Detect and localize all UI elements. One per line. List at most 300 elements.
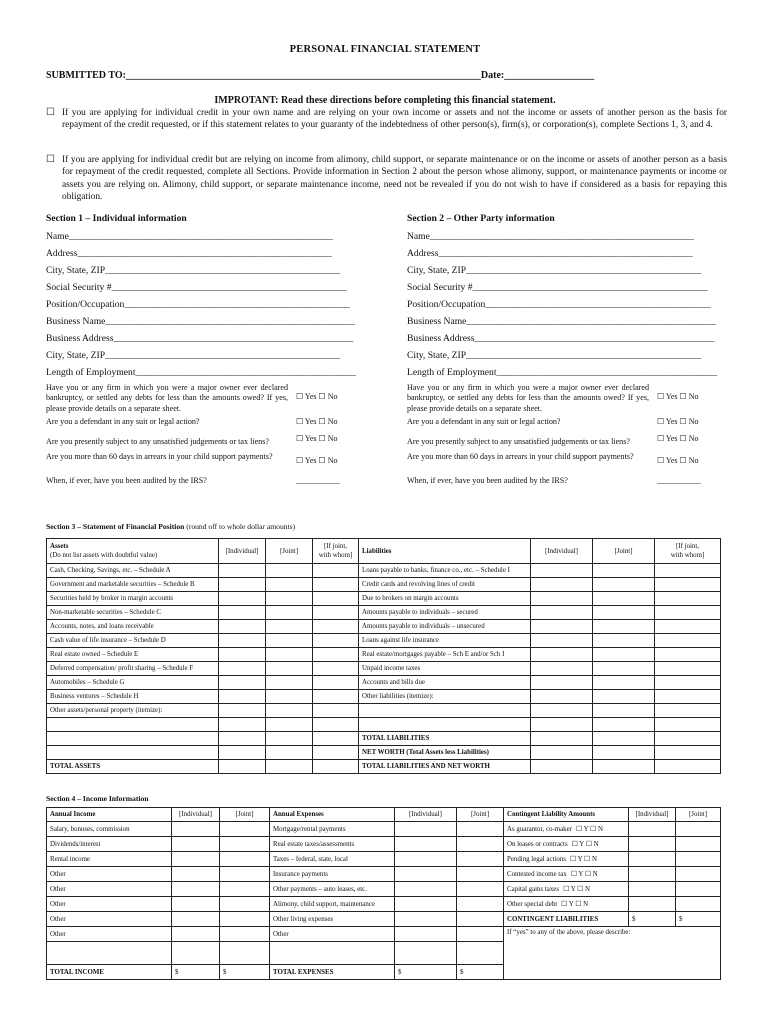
expense-amount-cell[interactable] — [457, 942, 504, 965]
liability-amount-cell[interactable] — [593, 648, 655, 662]
col-individual: [Individual] — [629, 808, 676, 822]
asset-label: Automobiles – Schedule G — [47, 676, 219, 690]
section2-field-line[interactable]: Business Name____________________________________________________ — [407, 316, 716, 327]
asset-amount-cell[interactable] — [313, 760, 359, 774]
total-income-cell[interactable]: $ — [220, 965, 270, 980]
income-label: Salary, bonuses, commission — [47, 822, 172, 837]
section1-answer-checkbox[interactable]: ☐ Yes ☐ No — [296, 392, 338, 401]
expense-amount-cell[interactable] — [457, 882, 504, 897]
section2-question: Are you presently subject to any unsatisfied judgements or tax liens? — [407, 437, 630, 446]
asset-amount-cell[interactable] — [219, 578, 266, 592]
yes-no-checkbox[interactable]: ☐ Y ☐ N — [575, 826, 603, 833]
income-amount-cell[interactable] — [220, 822, 270, 837]
liability-amount-cell[interactable] — [593, 578, 655, 592]
asset-amount-cell[interactable] — [266, 578, 313, 592]
expense-amount-cell[interactable] — [457, 927, 504, 942]
liability-label: Loans against life insurance — [359, 634, 531, 648]
income-label: Other — [47, 912, 172, 927]
contingent-amount-cell[interactable] — [629, 882, 676, 897]
income-label: Rental income — [47, 852, 172, 867]
expense-amount-cell[interactable] — [395, 882, 457, 897]
assets-header-cell — [47, 539, 219, 564]
submitted-to-line[interactable]: SUBMITTED TO:_______________________________________________________________________Date:__________________ — [46, 70, 595, 81]
income-amount-cell[interactable] — [220, 867, 270, 882]
liability-amount-cell[interactable] — [655, 718, 721, 732]
contingent-name: Capital gains taxes — [507, 886, 560, 893]
yes-no-checkbox[interactable]: ☐ Y ☐ N — [570, 871, 598, 878]
assets-header: Assets — [50, 543, 69, 550]
asset-label: Real estate owned – Schedule E — [47, 648, 219, 662]
income-label — [47, 942, 172, 965]
liability-amount-cell[interactable] — [655, 676, 721, 690]
expense-amount-cell[interactable] — [395, 897, 457, 912]
section2-field-line[interactable]: City, State, ZIP_________________________________________________ — [407, 350, 702, 361]
liability-amount-cell[interactable] — [531, 676, 593, 690]
liability-amount-cell[interactable] — [593, 732, 655, 746]
col-joint: [Joint] — [266, 539, 313, 564]
liability-label: NET WORTH (Total Assets less Liabilities) — [359, 746, 531, 760]
section2-question: When, if ever, have you been audited by the IRS? — [407, 476, 568, 485]
expense-amount-cell[interactable] — [395, 822, 457, 837]
section2-field-line[interactable]: Position/Occupation_______________________________________________ — [407, 299, 711, 310]
liability-amount-cell[interactable] — [655, 690, 721, 704]
col-if-joint-2: with whom] — [670, 552, 705, 559]
contingent-amount-cell[interactable] — [676, 822, 721, 837]
contingent-amount-cell[interactable] — [629, 837, 676, 852]
section2-answer-checkbox[interactable]: ☐ Yes ☐ No — [657, 434, 699, 443]
liability-amount-cell[interactable] — [655, 592, 721, 606]
section1-answer-checkbox[interactable]: ☐ Yes ☐ No — [296, 434, 338, 443]
expense-amount-cell[interactable] — [395, 852, 457, 867]
table-row — [47, 718, 721, 732]
expense-amount-cell[interactable] — [457, 852, 504, 867]
income-amount-cell[interactable] — [172, 912, 220, 927]
income-amount-cell[interactable] — [172, 897, 220, 912]
table-row — [47, 852, 721, 867]
expense-amount-cell[interactable] — [457, 897, 504, 912]
liability-label: TOTAL LIABILITIES — [359, 732, 531, 746]
table-row — [47, 606, 721, 620]
asset-label: Non-marketable securities – Schedule C — [47, 606, 219, 620]
table-row — [47, 592, 721, 606]
asset-amount-cell[interactable] — [313, 648, 359, 662]
yes-no-checkbox[interactable]: ☐ Y ☐ N — [569, 856, 597, 863]
assets-header-note: (Do not list assets with doubtful value) — [50, 552, 158, 559]
asset-label: Business ventures – Schedule H — [47, 690, 219, 704]
section2-field-line[interactable]: Social Security #_________________________________________________ — [407, 282, 708, 293]
expense-label: Real estate taxes/assessments — [270, 837, 395, 852]
asset-amount-cell[interactable] — [313, 564, 359, 578]
liability-amount-cell[interactable] — [655, 746, 721, 760]
financial-position-table — [46, 538, 721, 774]
total-expenses-cell[interactable]: $ — [395, 965, 457, 980]
section2-title: Section 2 – Other Party information — [407, 213, 555, 224]
liability-amount-cell[interactable] — [593, 606, 655, 620]
expense-label: Other — [270, 927, 395, 942]
income-label: Other — [47, 882, 172, 897]
section2-answer-checkbox[interactable]: ☐ Yes ☐ No — [657, 392, 699, 401]
asset-amount-cell[interactable] — [313, 704, 359, 718]
yes-no-checkbox[interactable]: ☐ Y ☐ N — [571, 841, 599, 848]
section1-title: Section 1 – Individual information — [46, 213, 187, 224]
asset-amount-cell[interactable] — [266, 564, 313, 578]
asset-amount-cell[interactable] — [219, 592, 266, 606]
section1-field-line[interactable]: Length of Employment______________________________________________ — [46, 367, 356, 378]
income-amount-cell[interactable] — [220, 897, 270, 912]
expense-amount-cell[interactable] — [457, 867, 504, 882]
col-individual: [Individual] — [531, 539, 593, 564]
asset-amount-cell[interactable] — [266, 732, 313, 746]
asset-amount-cell[interactable] — [219, 746, 266, 760]
liability-label — [359, 718, 531, 732]
liability-amount-cell[interactable] — [655, 704, 721, 718]
asset-amount-cell[interactable] — [219, 634, 266, 648]
table-row — [47, 912, 721, 927]
asset-amount-cell[interactable] — [266, 704, 313, 718]
section1-field-line[interactable]: Name_______________________________________________________ — [46, 231, 333, 242]
col-individual: [Individual] — [172, 808, 220, 822]
liability-label: Accounts and bills due — [359, 676, 531, 690]
liability-amount-cell[interactable] — [531, 578, 593, 592]
liability-amount-cell[interactable] — [593, 690, 655, 704]
asset-label — [47, 732, 219, 746]
col-if-joint-2: with whom] — [318, 552, 353, 559]
expense-amount-cell[interactable] — [395, 912, 457, 927]
section2-answer-checkbox[interactable]: ☐ Yes ☐ No — [657, 456, 699, 465]
contingent-total-label: CONTINGENT LIABILITIES — [504, 912, 629, 927]
contingent-amount-cell[interactable] — [629, 852, 676, 867]
income-amount-cell[interactable] — [220, 852, 270, 867]
section1-answer-checkbox[interactable]: ☐ Yes ☐ No — [296, 417, 338, 426]
liability-amount-cell[interactable] — [593, 704, 655, 718]
section2-field-line[interactable]: Name_______________________________________________________ — [407, 231, 694, 242]
liability-amount-cell[interactable] — [531, 606, 593, 620]
table-row — [47, 648, 721, 662]
liability-label: Unpaid income taxes — [359, 662, 531, 676]
contingent-name: Other special debt — [507, 901, 558, 908]
expense-label: Alimony, child support, maintenance — [270, 897, 395, 912]
direction-text-1: If you are applying for individual credit in your own name and are relying on your own income or assets and not the income or assets of another person as the basis for repayment of the credit requested, or if this statement relates to your guaranty of the indebtedness of other person(s), firm(s), or corporation(s), complete Sections 1, 3, and 4. — [62, 108, 727, 131]
expense-amount-cell[interactable] — [457, 822, 504, 837]
asset-amount-cell[interactable] — [266, 718, 313, 732]
table-row — [47, 732, 721, 746]
liability-amount-cell[interactable] — [593, 620, 655, 634]
section2-field-line[interactable]: City, State, ZIP_________________________________________________ — [407, 265, 702, 276]
section2-field-line[interactable]: Address_____________________________________________________ — [407, 248, 693, 259]
col-if-joint-1: [If joint, — [676, 543, 699, 550]
asset-label: Accounts, notes, and loans receivable — [47, 620, 219, 634]
contingent-amount-cell[interactable] — [676, 882, 721, 897]
liability-amount-cell[interactable] — [655, 606, 721, 620]
asset-label: TOTAL ASSETS — [47, 760, 219, 774]
col-if-joint-1: [If joint, — [324, 543, 347, 550]
asset-label: Government and marketable securities – Schedule B — [47, 578, 219, 592]
liability-amount-cell[interactable] — [593, 592, 655, 606]
contingent-label — [504, 852, 629, 867]
describe-label: If “yes” to any of the above, please describe: — [507, 929, 631, 936]
table-row — [47, 690, 721, 704]
table-row — [47, 662, 721, 676]
table-row — [47, 837, 721, 852]
expense-amount-cell[interactable] — [457, 912, 504, 927]
liability-amount-cell[interactable] — [655, 732, 721, 746]
asset-amount-cell[interactable] — [313, 746, 359, 760]
contingent-amount-cell[interactable] — [629, 897, 676, 912]
expense-amount-cell[interactable] — [457, 837, 504, 852]
income-amount-cell[interactable] — [172, 942, 220, 965]
asset-label: Deferred compensation/ profit sharing – Schedule F — [47, 662, 219, 676]
section3-title — [46, 522, 295, 531]
col-joint: [Joint] — [676, 808, 721, 822]
liability-amount-cell[interactable] — [593, 760, 655, 774]
section2-question: Have you or any firm in which you were a major owner ever declared bankruptcy, or settled any debts for less than the amounts owed? If yes, please provide details on a separate sheet. — [407, 383, 649, 413]
total-expenses-cell[interactable]: $ — [457, 965, 504, 980]
section2-question: Are you more than 60 days in arrears in your child support payments? — [407, 452, 634, 461]
section2-answer-checkbox[interactable]: ☐ Yes ☐ No — [657, 417, 699, 426]
asset-amount-cell[interactable] — [266, 662, 313, 676]
income-label: Other — [47, 897, 172, 912]
asset-amount-cell[interactable] — [266, 592, 313, 606]
table-row — [47, 634, 721, 648]
section2-field-line[interactable]: Business Address__________________________________________________ — [407, 333, 715, 344]
section1-field-line[interactable]: Position/Occupation_______________________________________________ — [46, 299, 350, 310]
liability-amount-cell[interactable] — [593, 662, 655, 676]
asset-amount-cell[interactable] — [219, 732, 266, 746]
checkbox-icon[interactable]: ☐ — [46, 154, 55, 165]
liability-amount-cell[interactable] — [655, 634, 721, 648]
asset-amount-cell[interactable] — [219, 704, 266, 718]
section1-question: When, if ever, have you been audited by the IRS? — [46, 476, 207, 485]
liability-label: Other liabilities (itemize): — [359, 690, 531, 704]
section1-question: Are you more than 60 days in arrears in your child support payments? — [46, 452, 273, 461]
asset-amount-cell[interactable] — [266, 648, 313, 662]
asset-amount-cell[interactable] — [313, 690, 359, 704]
table-row — [47, 564, 721, 578]
liability-label: Amounts payable to individuals – unsecured — [359, 620, 531, 634]
asset-amount-cell[interactable] — [313, 578, 359, 592]
total-expenses-label: TOTAL EXPENSES — [270, 965, 395, 980]
section1-field-line[interactable]: Address_____________________________________________________ — [46, 248, 332, 259]
income-amount-cell[interactable] — [172, 837, 220, 852]
col-if-joint — [313, 539, 359, 564]
contingent-amount-cell[interactable] — [629, 867, 676, 882]
contingent-name: Pending legal actions — [507, 856, 566, 863]
section2-field-line[interactable]: Length of Employment______________________________________________ — [407, 367, 718, 378]
asset-amount-cell[interactable] — [219, 620, 266, 634]
asset-amount-cell[interactable] — [266, 634, 313, 648]
income-amount-cell[interactable] — [220, 927, 270, 942]
expense-amount-cell[interactable] — [395, 837, 457, 852]
asset-amount-cell[interactable] — [313, 592, 359, 606]
asset-label: Other assets/personal property (itemize): — [47, 704, 219, 718]
describe-area[interactable] — [504, 927, 721, 980]
asset-amount-cell[interactable] — [266, 760, 313, 774]
section1-answer-checkbox[interactable]: ___________ — [296, 476, 340, 485]
table-row — [47, 746, 721, 760]
contingent-total-cell[interactable]: $ — [629, 912, 676, 927]
liability-amount-cell[interactable] — [531, 620, 593, 634]
total-income-cell[interactable]: $ — [172, 965, 220, 980]
income-amount-cell[interactable] — [220, 837, 270, 852]
yes-no-checkbox[interactable]: ☐ Y ☐ N — [563, 886, 591, 893]
asset-amount-cell[interactable] — [313, 606, 359, 620]
table-row — [47, 882, 721, 897]
liability-amount-cell[interactable] — [531, 746, 593, 760]
asset-amount-cell[interactable] — [313, 620, 359, 634]
table-row — [47, 578, 721, 592]
asset-amount-cell[interactable] — [219, 718, 266, 732]
liability-label: Amounts payable to individuals – secured — [359, 606, 531, 620]
asset-amount-cell[interactable] — [266, 620, 313, 634]
income-amount-cell[interactable] — [172, 852, 220, 867]
checkbox-icon[interactable]: ☐ — [46, 107, 55, 118]
section1-question: Have you or any firm in which you were a major owner ever declared bankruptcy, or settled any debts for less than the amounts owed? If yes, please provide details on a separate sheet. — [46, 383, 288, 413]
liability-amount-cell[interactable] — [531, 592, 593, 606]
income-amount-cell[interactable] — [220, 912, 270, 927]
contingent-amount-cell[interactable] — [676, 897, 721, 912]
asset-amount-cell[interactable] — [313, 634, 359, 648]
col-contingent: Contingent Liability Amounts — [504, 808, 629, 822]
section3-note: (round off to whole dollar amounts) — [184, 522, 296, 531]
yes-no-checkbox[interactable]: ☐ Y ☐ N — [561, 901, 589, 908]
expense-label: Mortgage/rental payments — [270, 822, 395, 837]
contingent-name: Contested income tax — [507, 871, 567, 878]
table-row — [47, 676, 721, 690]
liability-amount-cell[interactable] — [531, 690, 593, 704]
expense-label: Insurance payments — [270, 867, 395, 882]
liability-amount-cell[interactable] — [531, 564, 593, 578]
table-row — [47, 822, 721, 837]
section1-question: Are you a defendant in any suit or legal action? — [46, 417, 200, 426]
liability-label: Credit cards and revolving lines of credit — [359, 578, 531, 592]
asset-amount-cell[interactable] — [219, 676, 266, 690]
income-label: Other — [47, 927, 172, 942]
liabilities-header: Liabilities — [359, 539, 531, 564]
section3-title-text: Section 3 – Statement of Financial Position — [46, 522, 185, 531]
asset-amount-cell[interactable] — [219, 606, 266, 620]
col-annual-expenses: Annual Expenses — [270, 808, 395, 822]
asset-amount-cell[interactable] — [219, 648, 266, 662]
asset-amount-cell[interactable] — [266, 676, 313, 690]
section4-title: Section 4 – Income Information — [46, 794, 149, 803]
asset-amount-cell[interactable] — [313, 676, 359, 690]
liability-amount-cell[interactable] — [655, 662, 721, 676]
liability-amount-cell[interactable] — [531, 718, 593, 732]
asset-amount-cell[interactable] — [313, 718, 359, 732]
income-amount-cell[interactable] — [220, 942, 270, 965]
liability-amount-cell[interactable] — [531, 648, 593, 662]
liability-amount-cell[interactable] — [531, 760, 593, 774]
liability-amount-cell[interactable] — [655, 648, 721, 662]
income-amount-cell[interactable] — [220, 882, 270, 897]
income-amount-cell[interactable] — [172, 867, 220, 882]
contingent-amount-cell[interactable] — [676, 837, 721, 852]
table-row — [47, 897, 721, 912]
form-title: PERSONAL FINANCIAL STATEMENT — [289, 44, 481, 55]
section1-field-line[interactable]: Social Security #_________________________________________________ — [46, 282, 347, 293]
contingent-amount-cell[interactable] — [629, 822, 676, 837]
table-header-row — [47, 539, 721, 564]
expense-amount-cell[interactable] — [395, 927, 457, 942]
direction-text-2: If you are applying for individual credit but are relying on income from alimony, child support, or separate maintenance or on the income or assets of another person as a basis for repayment of the credit requested, complete all Sections. Provide information in Section 2 about the person whose alimony, support, or maintenance payments or income or assets you are relying on. Alimony, child support, or separate maintenance income, need not be revealed if you do not wish to have if considered as a basis for repaying this obligation. — [62, 155, 727, 203]
asset-amount-cell[interactable] — [219, 662, 266, 676]
income-label: Other — [47, 867, 172, 882]
liability-label: TOTAL LIABILITIES AND NET WORTH — [359, 760, 531, 774]
contingent-name: On leases or contracts — [507, 841, 568, 848]
contingent-amount-cell[interactable] — [676, 867, 721, 882]
income-amount-cell[interactable] — [172, 927, 220, 942]
asset-amount-cell[interactable] — [313, 732, 359, 746]
liability-amount-cell[interactable] — [593, 564, 655, 578]
liability-amount-cell[interactable] — [531, 704, 593, 718]
asset-amount-cell[interactable] — [219, 760, 266, 774]
contingent-label — [504, 867, 629, 882]
table-row — [47, 867, 721, 882]
expense-label: Other payments – auto leases, etc. — [270, 882, 395, 897]
liability-amount-cell[interactable] — [593, 676, 655, 690]
asset-label: Cash, Checking, Savings, etc. – Schedule A — [47, 564, 219, 578]
section2-question: Are you a defendant in any suit or legal action? — [407, 417, 561, 426]
col-individual: [Individual] — [219, 539, 266, 564]
contingent-amount-cell[interactable] — [676, 852, 721, 867]
income-label: Dividends/interest — [47, 837, 172, 852]
asset-label — [47, 718, 219, 732]
liability-amount-cell[interactable] — [655, 620, 721, 634]
contingent-total-cell[interactable]: $ — [676, 912, 721, 927]
contingent-label — [504, 882, 629, 897]
asset-label — [47, 746, 219, 760]
col-individual: [Individual] — [395, 808, 457, 822]
asset-amount-cell[interactable] — [219, 564, 266, 578]
col-annual-income: Annual Income — [47, 808, 172, 822]
liability-amount-cell[interactable] — [531, 662, 593, 676]
income-header-row — [47, 808, 721, 822]
asset-amount-cell[interactable] — [219, 690, 266, 704]
asset-amount-cell[interactable] — [266, 690, 313, 704]
income-amount-cell[interactable] — [172, 822, 220, 837]
asset-amount-cell[interactable] — [266, 746, 313, 760]
col-if-joint — [655, 539, 721, 564]
section1-field-line[interactable]: City, State, ZIP_________________________________________________ — [46, 265, 341, 276]
table-row — [47, 704, 721, 718]
liability-amount-cell[interactable] — [593, 746, 655, 760]
liability-amount-cell[interactable] — [655, 564, 721, 578]
table-row — [47, 927, 721, 942]
expense-amount-cell[interactable] — [395, 867, 457, 882]
liability-label: Real estate/mortgages payable – Sch E and/or Sch I — [359, 648, 531, 662]
contingent-label — [504, 822, 629, 837]
section1-answer-checkbox[interactable]: ☐ Yes ☐ No — [296, 456, 338, 465]
section1-field-line[interactable]: Business Name____________________________________________________ — [46, 316, 355, 327]
liability-amount-cell[interactable] — [593, 718, 655, 732]
asset-amount-cell[interactable] — [266, 606, 313, 620]
section1-field-line[interactable]: City, State, ZIP_________________________________________________ — [46, 350, 341, 361]
liability-amount-cell[interactable] — [593, 634, 655, 648]
liability-amount-cell[interactable] — [655, 578, 721, 592]
contingent-label — [504, 897, 629, 912]
section1-question: Are you presently subject to any unsatisfied judgements or tax liens? — [46, 437, 269, 446]
liability-amount-cell[interactable] — [655, 760, 721, 774]
section2-answer-checkbox[interactable]: ___________ — [657, 476, 701, 485]
section1-field-line[interactable]: Business Address__________________________________________________ — [46, 333, 354, 344]
liability-amount-cell[interactable] — [531, 634, 593, 648]
income-amount-cell[interactable] — [172, 882, 220, 897]
liability-amount-cell[interactable] — [531, 732, 593, 746]
asset-amount-cell[interactable] — [313, 662, 359, 676]
contingent-label — [504, 837, 629, 852]
total-income-label: TOTAL INCOME — [47, 965, 172, 980]
expense-amount-cell[interactable] — [395, 942, 457, 965]
